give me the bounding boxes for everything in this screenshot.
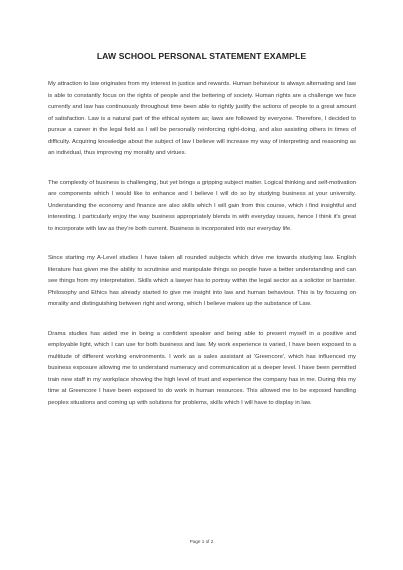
document-title: LAW SCHOOL PERSONAL STATEMENT EXAMPLE (96, 51, 307, 61)
page-number: Page 1 of 2 (189, 539, 214, 544)
paragraph-2: The complexity of business is challenging, but yet brings a gripping subject matter. Logical thinking and self-motivation are components which I would like to enhance and I believe I will do so by studying business at your university. Understanding the economy and finance are also skills which I will gain from this course, which i find insightful and interesting. I particularly enjoy the way business appropriately blends in with everyday issues, hence I think it's great to incorporate with law as they're both current. Business is incorporated into our everyday life. (48, 179, 356, 232)
document-body (48, 79, 356, 427)
paragraph-3: Since starting my A-Level studies I have taken all rounded subjects which drive me towards studying law. English literature has given me the ability to scrutinise and manipulate things so people have a better understanding and can see things from my interpretation. Skills which a lawyer has to portray within the legal sector as a solicitor or barrister. Philosophy and Ethics has already started to give me insight into law and human behaviour. This is by focusing on morality and distinguishing between right and wrong, which I believe makes up the substance of Law. (48, 255, 356, 307)
paragraph-1: My attraction to law originates from my interest in justice and rewards. Human behaviour is always alternating and law is able to constantly focus on the rights of people and the bettering of society. Human rights are a challenge we face currently and law has continuously throughout time been able to rightly justify the actions of people to a great amount of satisfaction. Law is a natural part of the ethical system as; laws are followed by everyone. Therefore, I decided to pursue a career in the legal field as I will be personally reinforcing right-doing, and also assisting others in times of difficulty. Acquiring knowledge about the subject of law I believe will increase my way of interpreting and reasoning as an individual, thus improving my morality and virtues. (48, 81, 356, 156)
paragraph-4: Drama studies has aided me in being a confident speaker and being able to present myself in a positive and employable light, which I can use for both business and law. My work experience is varied, I have been exposed to a multitude of different working environments. I work as a sales assistant at 'Greencore', which has influenced my business exposure allowing me to understand numeracy and communication at a deeper level. I have been permitted train new staff in my workplace showing the high level of trust and experience the company has in me. During this my time at Greencore I have been exposed to do work in human resources. This allowed me to be exposed handling peoples situations and coming up with solutions for problems, skills which I will have to display in law. (48, 330, 356, 406)
